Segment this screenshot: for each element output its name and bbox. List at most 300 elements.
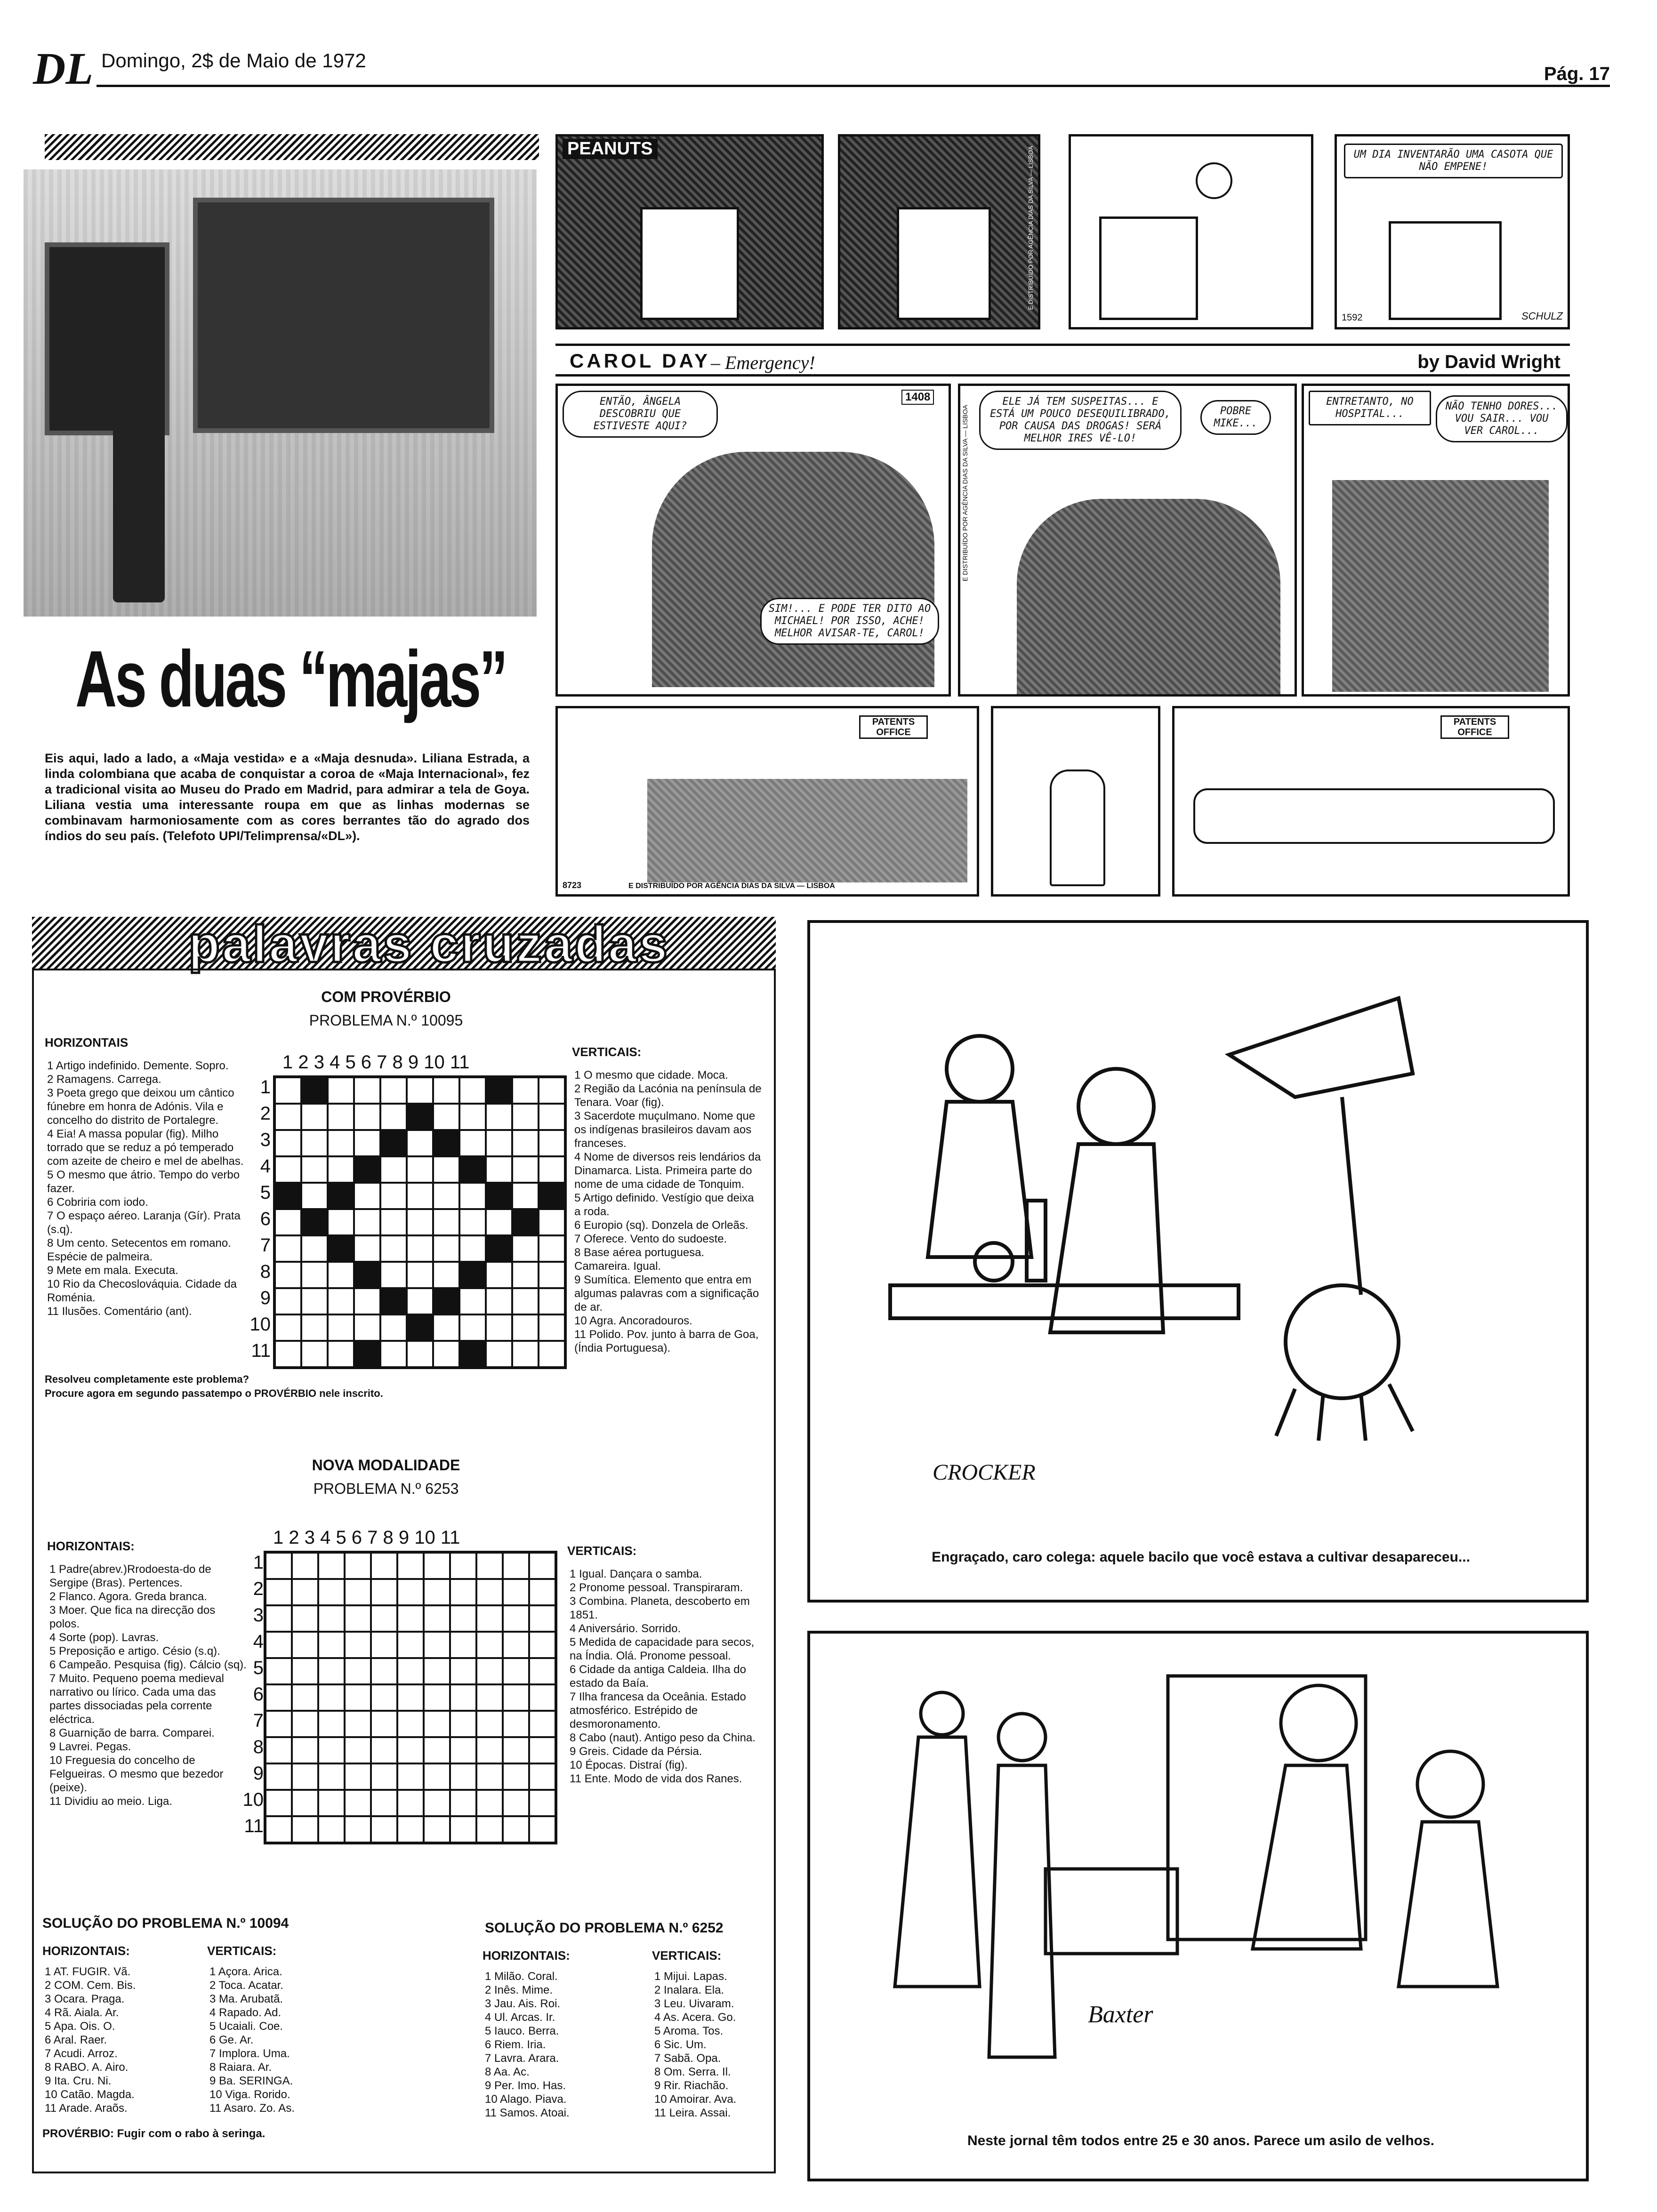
peanuts-number: 1592 [1342,313,1363,323]
grid-cell[interactable] [380,1262,407,1288]
grid-cell[interactable] [539,1235,565,1262]
sol2-title: SOLUÇÃO DO PROBLEMA N.º 6252 [485,1920,724,1936]
solution-item: 6 Riem. Iria. [485,2038,546,2051]
clue-item: 8 Guarnição de barra. Comparei. [49,1727,215,1739]
grid-cell[interactable] [265,1763,292,1790]
grid-cell[interactable] [380,1341,407,1367]
peanuts-title: PEANUTS [563,139,658,159]
clue-item: 8 Base aérea portuguesa. Camareira. Igual. [574,1246,705,1273]
grid-cell[interactable] [318,1763,345,1790]
grid-cell[interactable] [529,1763,555,1790]
grid-cell[interactable] [433,1341,459,1367]
grid-cell[interactable] [292,1790,318,1816]
solution-item: 8 RABO. A. Airo. [45,2061,129,2074]
grid-cell[interactable] [503,1605,529,1632]
grid-cell[interactable] [459,1314,486,1341]
grid-cell[interactable] [301,1156,328,1183]
grid-cell[interactable] [292,1658,318,1684]
grid-cell[interactable] [486,1156,512,1183]
black-cell [433,1130,459,1156]
grid-cell[interactable] [433,1209,459,1235]
sun-icon [1196,162,1232,199]
carol-balloon-6: NÃO TENHO DORES... VOU SAIR... VOU VER CAROL... [1436,395,1568,442]
grid-cell[interactable] [486,1209,512,1235]
grid-cell[interactable] [407,1288,433,1314]
grid-cell[interactable] [354,1209,380,1235]
grid-cell[interactable] [503,1553,529,1579]
grid-cell[interactable] [503,1632,529,1658]
solution-item: 1 AT. FUGIR. Vã. [45,1965,131,1978]
grid-cell[interactable] [539,1104,565,1130]
grid-cell[interactable] [328,1156,354,1183]
grid-cell[interactable] [529,1790,555,1816]
grid-cell[interactable] [345,1790,371,1816]
grid-cell[interactable] [301,1183,328,1209]
clue-item: 10 Rio da Checoslováquia. Cidade da Roménia. [47,1278,237,1304]
grid-cell[interactable] [328,1209,354,1235]
clue-item: 3 Combina. Planeta, descoberto em 1851. [570,1595,750,1621]
man-head-2 [998,1714,1046,1761]
solution-item: 1 Milão. Coral. [485,1970,558,1983]
grid-cell[interactable] [424,1605,450,1632]
grid-cell[interactable] [265,1790,292,1816]
grid-cell[interactable] [301,1262,328,1288]
solution-item: 6 Sic. Um. [654,2038,707,2051]
grid-cell[interactable] [380,1104,407,1130]
grid-cell[interactable] [345,1579,371,1605]
grid-cell[interactable] [345,1711,371,1737]
grid-cell[interactable] [397,1605,424,1632]
sol2-h-label: HORIZONTAIS: [483,1948,570,1963]
grid-cell[interactable] [459,1130,486,1156]
grid-cell[interactable] [328,1262,354,1288]
grid-cell[interactable] [539,1209,565,1235]
grid-cell[interactable] [459,1209,486,1235]
grid-cell[interactable] [512,1156,539,1183]
grid-cell[interactable] [265,1632,292,1658]
grid-cell[interactable] [503,1816,529,1843]
carol-art-2 [1017,499,1280,697]
cartoon-1-frame [807,920,1589,1603]
carol-panel-3 [1302,384,1570,697]
grid-cell[interactable] [371,1737,397,1763]
grid-cell[interactable] [486,1341,512,1367]
sol1-h-label: HORIZONTAIS: [42,1944,130,1958]
grid-cell[interactable] [512,1104,539,1130]
grid-cell[interactable] [459,1235,486,1262]
grid-cell[interactable] [407,1262,433,1288]
grid-cell[interactable] [371,1790,397,1816]
grid-cell[interactable] [503,1658,529,1684]
grid-cell[interactable] [301,1341,328,1367]
grid-cell[interactable] [433,1262,459,1288]
black-cell [275,1183,301,1209]
grid-cell[interactable] [328,1341,354,1367]
grid-cell[interactable] [529,1605,555,1632]
grid-cell[interactable] [512,1341,539,1367]
grid-cell[interactable] [503,1711,529,1737]
grid-cell[interactable] [512,1077,539,1104]
grid-cell[interactable] [265,1737,292,1763]
grid-cell[interactable] [275,1235,301,1262]
grid-cell[interactable] [345,1632,371,1658]
grid-cell[interactable] [476,1553,503,1579]
grid-cell[interactable] [539,1130,565,1156]
grid-cell[interactable] [503,1737,529,1763]
solution-item: 5 Iauco. Berra. [485,2025,559,2037]
grid-cell[interactable] [292,1605,318,1632]
grid-cell[interactable] [371,1553,397,1579]
grid-cell[interactable] [450,1763,476,1790]
grid-cell[interactable] [318,1553,345,1579]
grid-cell[interactable] [292,1553,318,1579]
row-number: 8 [253,1737,264,1757]
grid-cell[interactable] [459,1183,486,1209]
grid-cell[interactable] [459,1288,486,1314]
grid-cell[interactable] [407,1183,433,1209]
grid-cell[interactable] [397,1790,424,1816]
grid-cell[interactable] [397,1737,424,1763]
grid-cell[interactable] [380,1209,407,1235]
grid-cell[interactable] [529,1816,555,1843]
p1-v-label: VERTICAIS: [572,1045,642,1059]
row-number: 8 [260,1261,271,1282]
grid-cell[interactable] [318,1658,345,1684]
grid-cell[interactable] [318,1816,345,1843]
grid-cell[interactable] [459,1077,486,1104]
grid-cell[interactable] [539,1077,565,1104]
grid-cell[interactable] [345,1737,371,1763]
grid-cell[interactable] [476,1684,503,1711]
grid-cell[interactable] [512,1235,539,1262]
grid-cell[interactable] [318,1737,345,1763]
peanuts-balloon: UM DIA INVENTARÃO UMA CASOTA QUE NÃO EMPENE! [1344,144,1563,178]
grid-cell[interactable] [275,1341,301,1367]
grid-cell[interactable] [380,1235,407,1262]
grid-cell[interactable] [354,1077,380,1104]
grid-cell[interactable] [275,1077,301,1104]
grid-cell[interactable] [301,1288,328,1314]
grid-cell[interactable] [397,1658,424,1684]
grid-cell[interactable] [345,1658,371,1684]
grid-cell[interactable] [424,1711,450,1737]
grid-cell[interactable] [433,1183,459,1209]
grid-cell[interactable] [345,1816,371,1843]
flask [975,1243,1013,1281]
grid-cell[interactable] [275,1130,301,1156]
grid-cell[interactable] [407,1235,433,1262]
grid-cell[interactable] [371,1605,397,1632]
solution-item: 1 Mijui. Lapas. [654,1970,727,1983]
p1-horizontal-clues [47,1059,245,1318]
black-cell [512,1209,539,1235]
grid-cell[interactable] [433,1104,459,1130]
clue-item: 4 Sorte (pop). Lavras. [49,1631,159,1644]
grid-cell[interactable] [292,1737,318,1763]
grid-cell[interactable] [275,1262,301,1288]
solution-item: 9 Ita. Cru. Ni. [45,2075,112,2087]
grid-cell[interactable] [265,1605,292,1632]
grid-cell[interactable] [539,1262,565,1288]
grid-cell[interactable] [424,1684,450,1711]
grid-cell[interactable] [539,1156,565,1183]
grid-cell[interactable] [476,1579,503,1605]
grid-cell[interactable] [503,1579,529,1605]
sol1-proverb: PROVÉRBIO: Fugir com o rabo à seringa. [42,2127,265,2140]
grid-cell[interactable] [424,1816,450,1843]
grid-cell[interactable] [380,1314,407,1341]
grid-cell[interactable] [512,1183,539,1209]
grid-cell[interactable] [476,1816,503,1843]
solution-item: 9 Rir. Riachão. [654,2079,729,2092]
grid-cell[interactable] [539,1314,565,1341]
grid-cell[interactable] [354,1104,380,1130]
grid-cell[interactable] [265,1579,292,1605]
patents-sign-1: PATENTS OFFICE [859,715,928,739]
grid-cell[interactable] [424,1658,450,1684]
solution-item: 2 Toca. Acatar. [209,1979,283,1992]
grid-cell[interactable] [301,1314,328,1341]
grid-cell[interactable] [354,1288,380,1314]
grid-cell[interactable] [397,1763,424,1790]
grid-cell[interactable] [397,1684,424,1711]
grid-cell[interactable] [328,1130,354,1156]
grid-cell[interactable] [318,1579,345,1605]
grid-cell[interactable] [424,1790,450,1816]
grid-cell[interactable] [292,1816,318,1843]
grid-cell[interactable] [301,1235,328,1262]
grid-cell[interactable] [424,1553,450,1579]
colleague-body [928,1102,1031,1257]
grid-cell[interactable] [345,1605,371,1632]
grid-cell[interactable] [380,1077,407,1104]
patents-number: 8723 [563,881,582,890]
row-number: 6 [253,1684,264,1705]
clue-item: 2 Região da Lacónia na península de Tenara. Voar (fig). [574,1082,762,1109]
grid-cell[interactable] [450,1605,476,1632]
solution-item: 10 Amoirar. Ava. [654,2093,737,2106]
grid-cell[interactable] [486,1104,512,1130]
man-head-1 [921,1692,963,1735]
liliana-figure [113,325,165,602]
peanuts-panel-2 [838,134,1040,329]
grid-cell[interactable] [371,1711,397,1737]
grid-cell[interactable] [371,1579,397,1605]
grid-cell[interactable] [512,1262,539,1288]
grid-cell[interactable] [529,1737,555,1763]
grid-cell[interactable] [275,1156,301,1183]
grid-cell[interactable] [529,1553,555,1579]
grid-cell[interactable] [503,1763,529,1790]
grid-cell[interactable] [292,1763,318,1790]
grid-cell[interactable] [318,1711,345,1737]
grid-cell[interactable] [301,1104,328,1130]
grid-cell[interactable] [529,1632,555,1658]
grid-cell[interactable] [407,1341,433,1367]
p2-h-label: HORIZONTAIS: [47,1539,135,1553]
grid-cell[interactable] [476,1737,503,1763]
grid-cell[interactable] [512,1130,539,1156]
grid-cell[interactable] [476,1763,503,1790]
grid-cell[interactable] [433,1314,459,1341]
grid-cell[interactable] [318,1790,345,1816]
grid-cell[interactable] [529,1711,555,1737]
grid-cell[interactable] [433,1156,459,1183]
grid-cell[interactable] [318,1605,345,1632]
grid-cell[interactable] [328,1288,354,1314]
grid-cell[interactable] [407,1209,433,1235]
grid-cell[interactable] [397,1553,424,1579]
sol1-vertical [209,1965,360,2115]
grid-cell[interactable] [380,1156,407,1183]
grid-cell[interactable] [459,1104,486,1130]
waiting-bench [1193,788,1555,844]
grid-cell[interactable] [486,1288,512,1314]
grid-cell[interactable] [450,1737,476,1763]
carol-balloon-4: POBRE MIKE... [1200,400,1271,435]
patents-panel-1 [555,706,979,897]
grid-cell[interactable] [328,1077,354,1104]
grid-cell[interactable] [450,1658,476,1684]
grid-cell[interactable] [476,1658,503,1684]
clue-item: 7 Muito. Pequeno poema medieval narrativo ou lírico. Cada uma das partes dissociadas pela corrente eléctrica. [49,1672,224,1726]
grid-cell[interactable] [450,1579,476,1605]
black-cell [301,1077,328,1104]
grid-cell[interactable] [371,1763,397,1790]
grid-cell[interactable] [380,1183,407,1209]
grid-cell[interactable] [292,1684,318,1711]
grid-cell[interactable] [539,1341,565,1367]
grid-cell[interactable] [275,1209,301,1235]
grid-cell[interactable] [407,1156,433,1183]
grid-cell[interactable] [328,1314,354,1341]
grid-cell[interactable] [424,1579,450,1605]
grid-cell[interactable] [450,1684,476,1711]
grid-cell[interactable] [265,1711,292,1737]
grid-cell[interactable] [275,1104,301,1130]
grid-cell[interactable] [371,1658,397,1684]
grid-cell[interactable] [318,1684,345,1711]
grid-cell[interactable] [476,1632,503,1658]
solution-item: 10 Catão. Magda. [45,2088,135,2101]
solution-item: 8 Raiara. Ar. [209,2061,272,2074]
grid-cell[interactable] [503,1790,529,1816]
grid-cell[interactable] [345,1553,371,1579]
grid-cell[interactable] [486,1130,512,1156]
clue-item: 4 Nome de diversos reis lendários da Dinamarca. Lista. Primeira parte do nome de uma cidade de Tonquim. [574,1151,761,1191]
grid-cell[interactable] [512,1288,539,1314]
grid-cell[interactable] [503,1684,529,1711]
grid-cell[interactable] [275,1288,301,1314]
grid-cell[interactable] [397,1579,424,1605]
carol-title-bar [555,344,1570,377]
grid-cell[interactable] [529,1658,555,1684]
grid-cell[interactable] [476,1711,503,1737]
grid-cell[interactable] [450,1553,476,1579]
grid-cell[interactable] [354,1314,380,1341]
grid-cell[interactable] [292,1579,318,1605]
solution-item: 7 Implora. Uma. [209,2047,290,2060]
grid-cell[interactable] [345,1763,371,1790]
grid-cell[interactable] [292,1711,318,1737]
black-cell [354,1262,380,1288]
clue-item: 11 Ilusões. Comentário (ant). [47,1305,192,1318]
grid-cell[interactable] [450,1711,476,1737]
grid-cell[interactable] [354,1183,380,1209]
black-cell [459,1341,486,1367]
grid-cell[interactable] [450,1790,476,1816]
grid-cell[interactable] [397,1711,424,1737]
row-number: 2 [253,1579,264,1599]
grid-cell[interactable] [265,1553,292,1579]
grid-cell[interactable] [486,1262,512,1288]
grid-cell[interactable] [371,1632,397,1658]
grid-cell[interactable] [318,1632,345,1658]
issue-date: Domingo, 2$ de Maio de 1972 [101,49,366,72]
p2-heading: NOVA MODALIDADE [312,1457,460,1474]
majas-photo [24,169,537,617]
grid-cell[interactable] [328,1104,354,1130]
row-number: 3 [260,1130,271,1150]
grid-cell[interactable] [529,1684,555,1711]
grid-cell[interactable] [433,1235,459,1262]
grid-cell[interactable] [354,1235,380,1262]
carol-balloon-1: ENTÃO, ÂNGELA DESCOBRIU QUE ESTIVESTE AQUI? [563,391,718,438]
grid-cell[interactable] [371,1816,397,1843]
grid-cell[interactable] [539,1288,565,1314]
clue-item: 4 Aniversário. Sorrido. [570,1622,681,1635]
row-number: 10 [242,1789,264,1810]
grid-cell[interactable] [424,1632,450,1658]
grid-cell[interactable] [476,1605,503,1632]
monster-jaw [1229,998,1413,1097]
carol-number: 1408 [901,390,934,405]
grid-cell[interactable] [301,1130,328,1156]
clue-item: 2 Flanco. Agora. Greda branca. [49,1590,207,1603]
grid-cell[interactable] [512,1314,539,1341]
patents-crowd [647,779,967,882]
clue-item: 9 Mete em mala. Executa. [47,1264,178,1277]
grid-cell[interactable] [345,1684,371,1711]
grid-cell[interactable] [529,1579,555,1605]
grid-cell[interactable] [433,1077,459,1104]
solution-item: 6 Aral. Raer. [45,2034,107,2046]
grid-cell[interactable] [265,1684,292,1711]
grid-cell[interactable] [476,1790,503,1816]
grid-cell[interactable] [424,1763,450,1790]
grid-cell[interactable] [450,1816,476,1843]
row-number: 1 [253,1552,264,1573]
grid-cell[interactable] [450,1632,476,1658]
grid-cell[interactable] [292,1632,318,1658]
grid-cell[interactable] [354,1130,380,1156]
grid-cell[interactable] [407,1130,433,1156]
grid-cell[interactable] [371,1684,397,1711]
grid-cell[interactable] [265,1658,292,1684]
grid-cell[interactable] [424,1737,450,1763]
peanuts-signature: SCHULZ [1521,310,1563,322]
grid-cell[interactable] [275,1314,301,1341]
grid-cell[interactable] [407,1077,433,1104]
solution-item: 5 Ucaiali. Coe. [209,2020,283,2033]
grid-cell[interactable] [486,1314,512,1341]
clue-item: 10 Épocas. Distraí (fig). [570,1759,688,1771]
sol2-v-label: VERTICAIS: [652,1948,722,1963]
grid-cell[interactable] [397,1816,424,1843]
black-cell [433,1288,459,1314]
grid-cell[interactable] [397,1632,424,1658]
grid-cell[interactable] [265,1816,292,1843]
